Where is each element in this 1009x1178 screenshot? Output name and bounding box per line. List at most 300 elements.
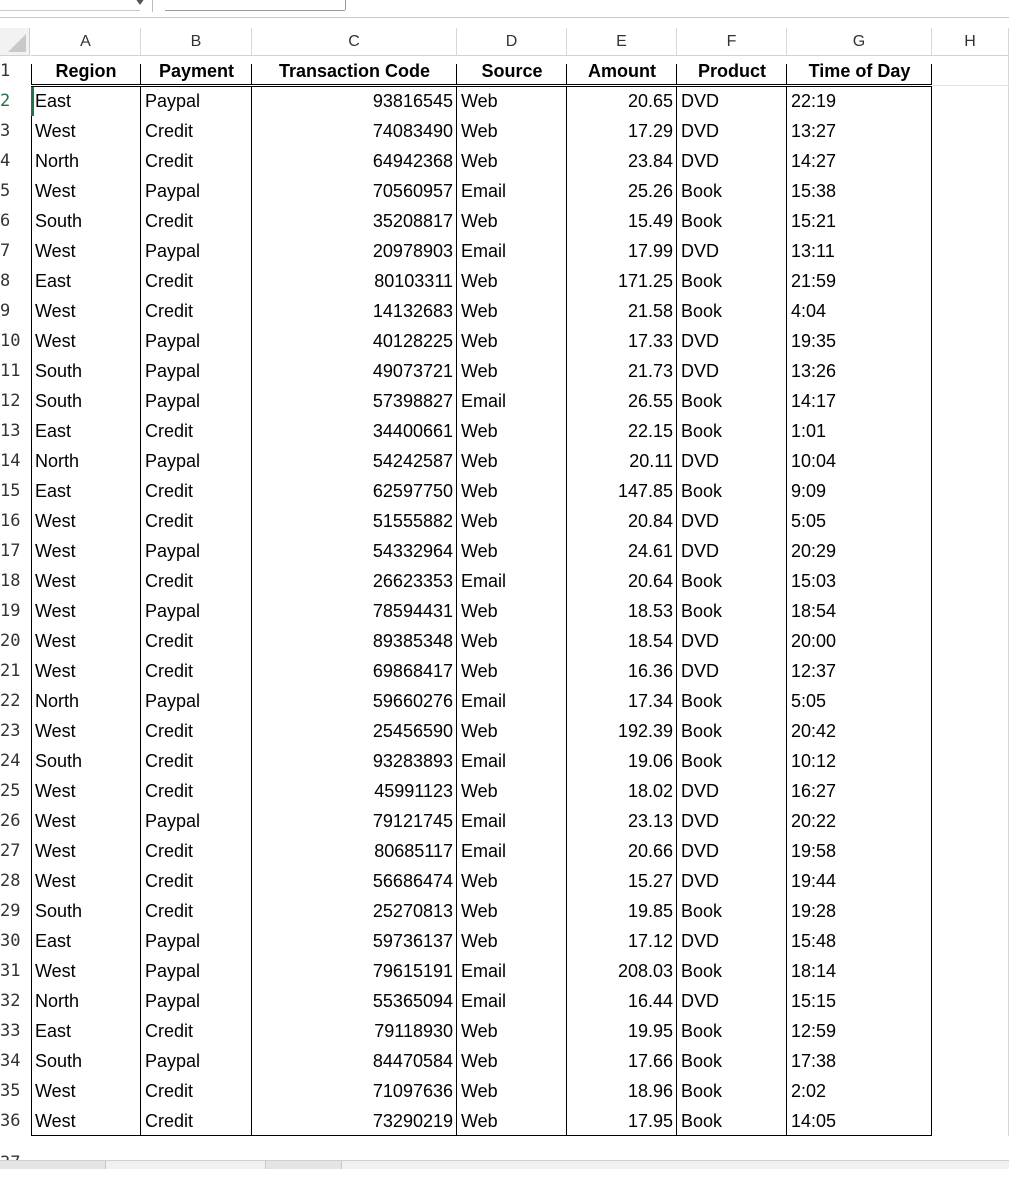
row-number[interactable]: 27 [0,841,21,861]
table-cell[interactable]: 17.99 [627,241,673,261]
column-header-a[interactable]: A [31,28,141,56]
table-cell[interactable]: 21.73 [627,361,673,381]
table-cell[interactable]: 20.11 [629,451,673,471]
row-number[interactable]: 8 [0,271,11,291]
column-header-g[interactable]: G [787,28,932,56]
row-number[interactable]: 32 [0,991,21,1011]
table-cell[interactable]: Credit [145,901,194,921]
table-cell[interactable]: 51555882 [372,511,453,531]
table-cell[interactable]: East [35,1021,72,1041]
table-cell[interactable]: 74083490 [372,121,453,141]
table-cell[interactable]: Book [681,961,723,981]
table-cell[interactable]: Credit [145,781,194,801]
table-cell[interactable]: 70560957 [372,181,453,201]
table-cell[interactable]: Email [461,571,507,591]
row-number[interactable]: 29 [0,901,21,921]
table-cell[interactable]: 17:38 [791,1051,837,1071]
table-cell[interactable]: 49073721 [372,361,453,381]
table-cell[interactable]: 25456590 [372,721,453,741]
table-cell[interactable]: Web [461,211,498,231]
table-cell[interactable]: Email [461,961,507,981]
table-cell[interactable]: 18:54 [791,601,837,621]
table-cell[interactable]: 15:38 [791,181,837,201]
table-cell[interactable]: West [35,571,76,591]
table-cell[interactable]: Web [461,151,498,171]
table-cell[interactable]: Web [461,301,498,321]
table-cell[interactable]: DVD [681,511,720,531]
table-cell[interactable]: 54242587 [372,451,453,471]
table-cell[interactable]: 64942368 [372,151,453,171]
table-cell[interactable]: 16:27 [791,781,837,801]
table-cell[interactable]: DVD [681,331,720,351]
table-cell[interactable]: Paypal [145,181,201,201]
table-cell[interactable]: 17.34 [627,691,673,711]
table-cell[interactable]: 15.49 [627,211,673,231]
table-cell[interactable]: 84470584 [372,1051,453,1071]
table-cell[interactable]: Web [461,781,498,801]
header-cell-source[interactable]: Source [481,61,543,81]
row-number[interactable]: 11 [0,361,21,381]
table-cell[interactable]: Book [681,181,723,201]
table-cell[interactable]: Book [681,301,723,321]
table-cell[interactable]: 19:44 [791,871,837,891]
table-cell[interactable]: Email [461,991,507,1011]
table-cell[interactable]: Book [681,1051,723,1071]
table-cell[interactable]: Book [681,481,723,501]
select-all-button[interactable] [0,28,30,56]
table-cell[interactable]: 93816545 [372,91,453,111]
table-cell[interactable]: 18:14 [791,961,837,981]
table-cell[interactable]: 15:15 [791,991,837,1011]
table-cell[interactable]: 79118930 [374,1021,453,1041]
table-cell[interactable]: Web [461,271,498,291]
table-cell[interactable]: DVD [681,871,720,891]
table-cell[interactable]: Web [461,331,498,351]
table-cell[interactable]: DVD [681,991,720,1011]
table-cell[interactable]: 45991123 [374,781,453,801]
table-cell[interactable]: Credit [145,571,194,591]
table-cell[interactable]: 55365094 [372,991,453,1011]
table-cell[interactable]: West [35,781,76,801]
table-cell[interactable]: 17.33 [627,331,673,351]
table-cell[interactable]: Book [681,1111,723,1131]
table-cell[interactable]: Web [461,91,498,111]
table-cell[interactable]: Web [461,1081,498,1101]
table-cell[interactable]: 17.12 [627,931,673,951]
row-number[interactable]: 28 [0,871,21,891]
table-cell[interactable]: DVD [681,661,720,681]
table-cell[interactable]: 19.85 [627,901,673,921]
row-number[interactable]: 16 [0,511,21,531]
table-cell[interactable]: DVD [681,781,720,801]
table-cell[interactable]: 54332964 [372,541,453,561]
table-cell[interactable]: 5:05 [791,511,827,531]
table-cell[interactable]: Credit [145,121,194,141]
table-cell[interactable]: 15.27 [627,871,673,891]
row-number[interactable]: 24 [0,751,21,771]
row-number[interactable]: 14 [0,451,21,471]
table-cell[interactable]: North [35,151,80,171]
table-cell[interactable]: Web [461,661,498,681]
table-cell[interactable]: Email [461,391,507,411]
table-cell[interactable]: Paypal [145,991,201,1011]
table-cell[interactable]: 24.61 [627,541,673,561]
table-cell[interactable]: Credit [145,511,194,531]
table-cell[interactable]: 15:03 [791,571,837,591]
row-number[interactable]: 36 [0,1111,21,1131]
table-cell[interactable]: Credit [145,1021,194,1041]
table-cell[interactable]: West [35,601,76,621]
table-cell[interactable]: 79121745 [372,811,453,831]
table-cell[interactable]: South [35,901,83,921]
table-cell[interactable]: Web [461,631,498,651]
table-cell[interactable]: 16.44 [627,991,673,1011]
row-number[interactable]: 33 [0,1021,21,1041]
row-number[interactable]: 5 [0,181,11,201]
table-cell[interactable]: DVD [681,811,720,831]
table-cell[interactable]: Email [461,241,507,261]
row-number[interactable]: 30 [0,931,21,951]
table-cell[interactable]: West [35,181,76,201]
table-cell[interactable]: Credit [145,1081,194,1101]
column-header-e[interactable]: E [567,28,677,56]
table-cell[interactable]: 16.36 [627,661,673,681]
table-cell[interactable]: 80685117 [374,841,453,861]
sheet-tab[interactable] [265,1161,342,1169]
table-cell[interactable]: Credit [145,421,194,441]
table-cell[interactable]: South [35,211,83,231]
table-cell[interactable]: Paypal [145,241,201,261]
table-cell[interactable]: Web [461,1111,498,1131]
table-cell[interactable]: 21.58 [627,301,673,321]
row-number[interactable]: 35 [0,1081,21,1101]
table-cell[interactable]: 22:19 [791,91,837,111]
table-cell[interactable]: 23.13 [627,811,673,831]
header-cell-transaction-code[interactable]: Transaction Code [278,61,431,81]
table-cell[interactable]: 59736137 [372,931,453,951]
table-cell[interactable]: 17.95 [627,1111,673,1131]
table-cell[interactable]: Web [461,931,498,951]
table-cell[interactable]: Credit [145,1111,194,1131]
table-cell[interactable]: 19.06 [627,751,673,771]
row-number[interactable]: 3 [0,121,11,141]
table-cell[interactable]: West [35,1111,76,1131]
table-cell[interactable]: 192.39 [617,721,673,741]
table-cell[interactable]: 18.53 [627,601,673,621]
header-cell-region[interactable]: Region [55,61,117,81]
table-cell[interactable]: DVD [681,241,720,261]
table-cell[interactable]: Credit [145,481,194,501]
row-number[interactable] [0,1148,30,1160]
table-cell[interactable]: Paypal [145,601,201,621]
table-cell[interactable]: Email [461,751,507,771]
table-cell[interactable]: Paypal [145,451,201,471]
table-cell[interactable]: East [35,91,72,111]
table-cell[interactable]: Web [461,361,498,381]
table-cell[interactable]: Book [681,691,723,711]
row-number[interactable]: 1 [0,61,11,81]
table-cell[interactable]: DVD [681,841,720,861]
table-cell[interactable]: Email [461,691,507,711]
row-number[interactable]: 18 [0,571,21,591]
table-cell[interactable]: 35208817 [372,211,453,231]
table-cell[interactable]: West [35,511,76,531]
row-number[interactable]: 17 [0,541,21,561]
table-cell[interactable]: East [35,421,72,441]
table-cell[interactable]: Web [461,1021,498,1041]
header-cell-product[interactable]: Product [697,61,766,81]
table-cell[interactable]: Credit [145,211,194,231]
row-number[interactable]: 13 [0,421,21,441]
table-cell[interactable]: North [35,691,80,711]
header-cell-amount[interactable]: Amount [588,61,656,81]
table-cell[interactable]: 22.15 [627,421,673,441]
table-cell[interactable]: Book [681,421,723,441]
table-cell[interactable]: 34400661 [372,421,453,441]
table-cell[interactable]: 13:27 [791,121,837,141]
table-cell[interactable]: Web [461,121,498,141]
row-number[interactable]: 25 [0,781,21,801]
table-cell[interactable]: 21:59 [791,271,837,291]
table-cell[interactable]: East [35,271,72,291]
row-number[interactable]: 15 [0,481,21,501]
table-cell[interactable]: 20:00 [791,631,837,651]
table-cell[interactable]: Web [461,871,498,891]
row-number[interactable]: 21 [0,661,21,681]
table-cell[interactable]: 73290219 [372,1111,453,1131]
sheet-tab[interactable] [0,1161,106,1169]
table-cell[interactable]: Paypal [145,811,201,831]
table-cell[interactable]: 20.65 [627,91,673,111]
row-number[interactable]: 4 [0,151,11,171]
table-cell[interactable]: 14:17 [791,391,837,411]
table-cell[interactable]: DVD [681,121,720,141]
table-cell[interactable]: Paypal [145,541,201,561]
table-cell[interactable]: 13:11 [791,241,835,261]
table-cell[interactable]: 26.55 [627,391,673,411]
table-cell[interactable]: West [35,241,76,261]
table-cell[interactable]: 23.84 [627,151,673,171]
header-cell-time-of-day[interactable]: Time of Day [808,61,911,81]
table-cell[interactable]: Web [461,451,498,471]
table-cell[interactable]: 56686474 [372,871,453,891]
table-cell[interactable]: 20.64 [627,571,673,591]
row-number[interactable]: 19 [0,601,21,621]
table-cell[interactable]: Book [681,1021,723,1041]
header-cell-payment[interactable]: Payment [158,61,235,81]
table-cell[interactable]: 19:58 [791,841,837,861]
row-number[interactable]: 34 [0,1051,21,1071]
table-cell[interactable]: Credit [145,631,194,651]
table-cell[interactable]: West [35,871,76,891]
table-cell[interactable]: 14:05 [791,1111,837,1131]
table-cell[interactable]: DVD [681,361,720,381]
table-cell[interactable]: Credit [145,751,194,771]
table-cell[interactable]: 19:28 [791,901,837,921]
name-box[interactable] [0,0,140,11]
table-cell[interactable]: 2:02 [791,1081,827,1101]
column-header-f[interactable]: F [677,28,787,56]
row-number[interactable]: 31 [0,961,21,981]
table-cell[interactable]: Paypal [145,331,201,351]
table-cell[interactable]: DVD [681,631,720,651]
row-number[interactable]: 6 [0,211,11,231]
table-cell[interactable]: West [35,541,76,561]
table-cell[interactable]: West [35,1081,76,1101]
table-cell[interactable]: West [35,841,76,861]
table-cell[interactable]: Book [681,271,723,291]
table-cell[interactable]: 80103311 [374,271,453,291]
row-number[interactable]: 12 [0,391,21,411]
table-cell[interactable]: Web [461,901,498,921]
table-cell[interactable]: 15:48 [791,931,837,951]
table-cell[interactable]: West [35,961,76,981]
table-cell[interactable]: Book [681,391,723,411]
table-cell[interactable]: 17.66 [627,1051,673,1071]
table-cell[interactable]: 12:59 [791,1021,837,1041]
row-number[interactable]: 23 [0,721,21,741]
table-cell[interactable]: 93283893 [372,751,453,771]
table-cell[interactable]: 89385348 [372,631,453,651]
table-cell[interactable]: Book [681,751,723,771]
table-cell[interactable]: Paypal [145,1051,201,1071]
table-cell[interactable]: West [35,301,76,321]
table-cell[interactable]: 12:37 [791,661,837,681]
table-cell[interactable]: 10:04 [791,451,837,471]
table-cell[interactable]: 20978903 [372,241,453,261]
column-header-d[interactable]: D [457,28,567,56]
table-cell[interactable]: Paypal [145,691,201,711]
table-cell[interactable]: South [35,751,83,771]
table-cell[interactable]: Book [681,571,723,591]
table-cell[interactable]: 59660276 [372,691,453,711]
table-cell[interactable]: Credit [145,841,194,861]
table-cell[interactable]: 78594431 [372,601,453,621]
table-cell[interactable]: Credit [145,871,194,891]
table-cell[interactable]: 9:09 [791,481,827,501]
name-box-dropdown-icon[interactable] [135,0,145,5]
table-cell[interactable]: Web [461,721,498,741]
table-cell[interactable]: 5:05 [791,691,827,711]
table-cell[interactable]: 14:27 [791,151,837,171]
table-cell[interactable]: DVD [681,151,720,171]
table-cell[interactable]: 79615191 [372,961,453,981]
row-number[interactable]: 26 [0,811,21,831]
table-cell[interactable]: South [35,391,83,411]
table-cell[interactable]: Web [461,421,498,441]
row-number[interactable]: 9 [0,301,11,321]
table-cell[interactable]: 19.95 [627,1021,673,1041]
row-number[interactable]: 22 [0,691,21,711]
table-cell[interactable]: Book [681,211,723,231]
column-header-b[interactable]: B [141,28,252,56]
table-cell[interactable]: Email [461,811,507,831]
table-cell[interactable]: 62597750 [372,481,453,501]
table-cell[interactable]: 4:04 [791,301,827,321]
row-number[interactable]: 7 [0,241,11,261]
table-cell[interactable]: Web [461,541,498,561]
table-cell[interactable]: Email [461,181,507,201]
table-cell[interactable]: 20:29 [791,541,837,561]
table-cell[interactable]: 13:26 [791,361,837,381]
table-cell[interactable]: Credit [145,271,194,291]
table-cell[interactable]: South [35,1051,83,1071]
table-cell[interactable]: West [35,811,76,831]
table-cell[interactable]: North [35,451,80,471]
table-cell[interactable]: DVD [681,931,720,951]
table-cell[interactable]: 18.96 [627,1081,673,1101]
table-cell[interactable]: Email [461,841,507,861]
table-cell[interactable]: 26623353 [372,571,453,591]
table-cell[interactable]: Web [461,511,498,531]
table-cell[interactable]: Book [681,901,723,921]
table-cell[interactable]: South [35,361,83,381]
table-cell[interactable]: Paypal [145,961,201,981]
table-cell[interactable]: North [35,991,80,1011]
table-cell[interactable]: 1:01 [791,421,827,441]
table-cell[interactable]: Credit [145,151,194,171]
table-cell[interactable]: Book [681,1081,723,1101]
table-cell[interactable]: 171.25 [617,271,673,291]
table-cell[interactable]: Paypal [145,361,201,381]
table-cell[interactable]: 15:21 [791,211,837,231]
table-cell[interactable]: 69868417 [372,661,453,681]
table-cell[interactable]: Credit [145,721,194,741]
table-cell[interactable]: DVD [681,451,720,471]
table-cell[interactable]: 25.26 [627,181,673,201]
table-cell[interactable]: West [35,331,76,351]
table-cell[interactable]: 10:12 [791,751,837,771]
table-cell[interactable]: 20.66 [627,841,673,861]
table-cell[interactable]: West [35,121,76,141]
table-cell[interactable]: Web [461,1051,498,1071]
table-cell[interactable]: 20.84 [627,511,673,531]
table-cell[interactable]: East [35,931,72,951]
table-cell[interactable]: 18.54 [627,631,673,651]
table-cell[interactable]: Web [461,601,498,621]
table-cell[interactable]: Book [681,601,723,621]
table-cell[interactable]: DVD [681,91,720,111]
table-cell[interactable]: Credit [145,301,194,321]
table-cell[interactable]: 14132683 [372,301,453,321]
table-cell[interactable]: 71097636 [372,1081,453,1101]
table-cell[interactable]: East [35,481,72,501]
row-number[interactable]: 20 [0,631,21,651]
table-cell[interactable]: 17.29 [627,121,673,141]
table-cell[interactable]: Paypal [145,391,201,411]
formula-input[interactable] [165,0,345,11]
row-number[interactable]: 2 [0,91,11,111]
table-cell[interactable]: West [35,721,76,741]
table-cell[interactable]: 208.03 [617,961,673,981]
table-cell[interactable]: Book [681,721,723,741]
table-cell[interactable]: 25270813 [372,901,453,921]
table-cell[interactable]: Web [461,481,498,501]
row-number[interactable]: 10 [0,331,21,351]
table-cell[interactable]: DVD [681,541,720,561]
table-cell[interactable]: West [35,631,76,651]
table-cell[interactable]: 20:42 [791,721,837,741]
table-cell[interactable]: 20:22 [791,811,837,831]
table-cell[interactable]: Paypal [145,91,201,111]
column-header-h[interactable]: H [932,28,1009,56]
table-cell[interactable]: West [35,661,76,681]
table-cell[interactable]: Credit [145,661,194,681]
table-cell[interactable]: Paypal [145,931,201,951]
column-header-c[interactable]: C [252,28,457,56]
table-cell[interactable]: 40128225 [372,331,453,351]
table-cell[interactable]: 19:35 [791,331,837,351]
